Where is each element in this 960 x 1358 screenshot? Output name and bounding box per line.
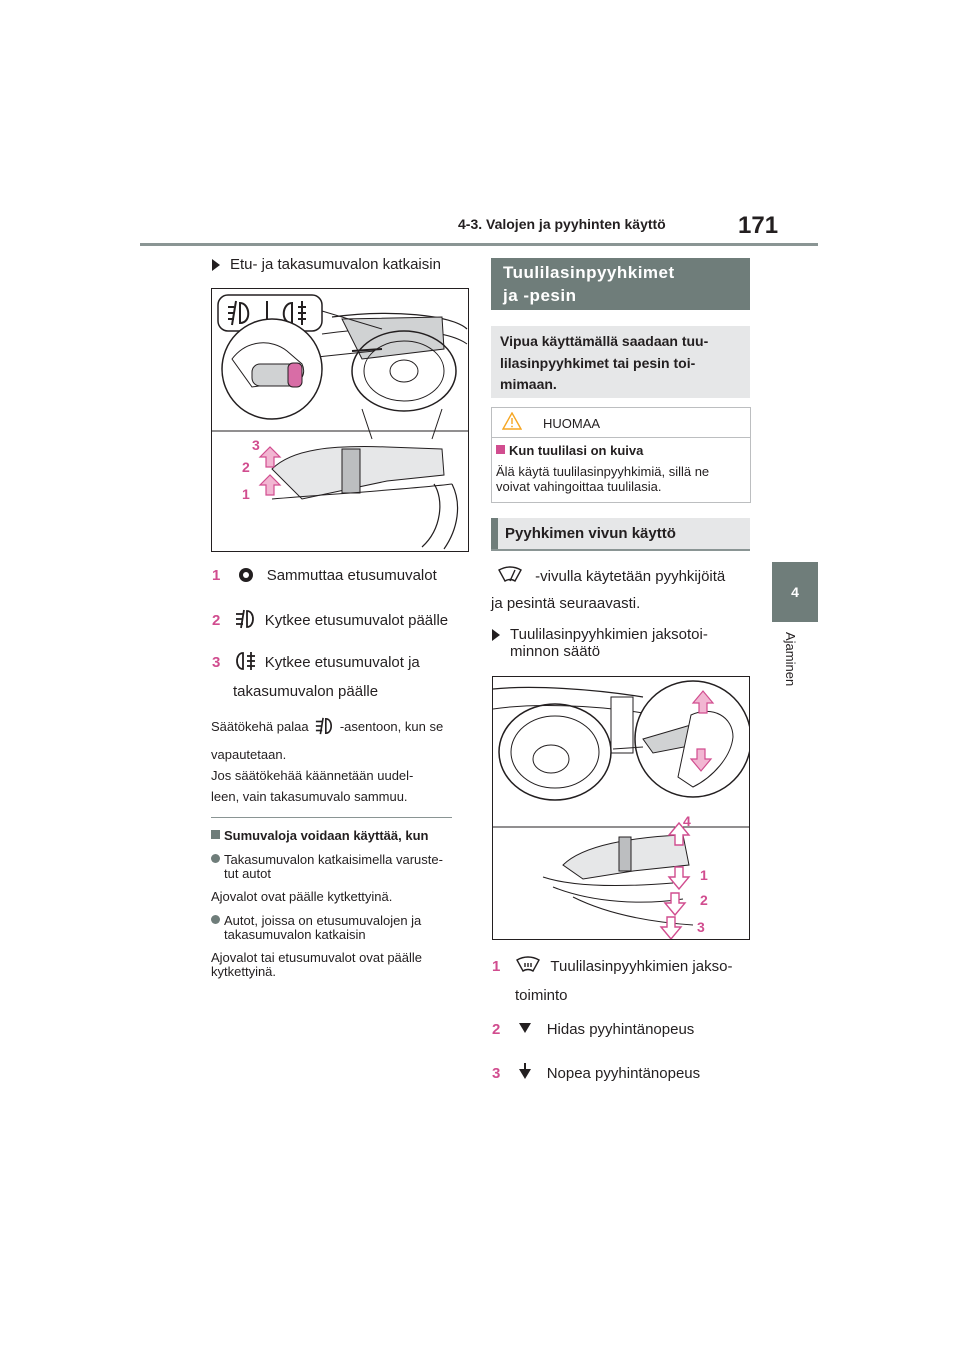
fog-switch-heading: Etu- ja takasumuvalon katkaisin (212, 256, 441, 273)
wiper-lever-illustration (493, 677, 749, 939)
notice-divider (492, 437, 750, 438)
off-icon (239, 568, 253, 582)
divider (211, 817, 452, 818)
note-line-4: leen, vain takasumuvalo sammuu. (211, 789, 408, 804)
fog-usage-body-1: Ajovalot ovat päälle kytkettyinä. (211, 889, 393, 904)
notice-subheading: Kun tuulilasi on kuiva (496, 443, 643, 458)
fig2-label-1: 1 (700, 867, 708, 883)
fig2-label-3: 3 (697, 919, 705, 935)
wiper-lever-figure (492, 676, 750, 940)
wiper-item-3: 3 Nopea pyyhintänopeus (492, 1065, 701, 1082)
wiper-item-1: 1 Tuulilasinpyyhkimien jakso- (492, 955, 732, 975)
section-title: 4-3. Valojen ja pyyhinten käyttö (458, 216, 666, 232)
fog-item-2: 2 Kytkee etusumuvalot päälle (212, 609, 448, 629)
fog-usage-heading: Sumuvaloja voidaan käyttää, kun (211, 828, 428, 843)
triangle-bullet-icon (212, 259, 220, 271)
high-speed-icon (519, 1063, 531, 1081)
notice-title: HUOMAA (543, 416, 601, 431)
fig2-label-4: 4 (683, 813, 691, 829)
fog-item-3-cont: takasumuvalon päälle (233, 683, 379, 700)
wiper-intro-box: Vipua käyttämällä saadaan tuu- lilasinpyyhkimet tai pesin toi- mimaan. (491, 326, 750, 398)
wiper-intermittent-heading: Tuulilasinpyyhkimien jaksotoi- (492, 626, 708, 643)
wiper-para-1: -vivulla käytetään pyyhkijöitä (497, 565, 725, 585)
square-bullet-icon (211, 830, 220, 839)
front-fog-icon-small (313, 717, 335, 735)
fog-usage-bullet-1-cont: tut autot (224, 866, 271, 881)
header-rule (140, 243, 818, 246)
triangle-bullet-icon (492, 629, 500, 641)
wiper-item-2: 2 Hidas pyyhintänopeus (492, 1021, 695, 1038)
fig2-label-2: 2 (700, 892, 708, 908)
low-speed-icon (519, 1023, 531, 1033)
notice-box (491, 407, 751, 503)
circle-bullet-icon (211, 915, 220, 924)
note-line-2: vapautetaan. (211, 747, 287, 762)
fog-usage-body-2: Ajovalot tai etusumuvalot ovat päälle (211, 950, 423, 965)
fig1-label-2: 2 (242, 459, 250, 475)
fog-item-1: 1 Sammuttaa etusumuvalot (212, 567, 437, 584)
wiper-para-2: ja pesintä seuraavasti. (491, 595, 641, 612)
intermittent-wiper-icon (515, 955, 541, 975)
fog-usage-bullet-2-cont: takasumuvalon katkaisin (224, 927, 366, 942)
fog-usage-body-2-cont: kytkettyinä. (211, 964, 277, 979)
square-bullet-icon (496, 445, 505, 454)
page-number: 171 (738, 212, 779, 239)
chapter-label: Ajaminen (783, 632, 798, 687)
front-fog-icon (233, 609, 257, 629)
fog-usage-bullet-2: Autot, joissa on etusumuvalojen ja (211, 913, 421, 928)
warning-icon (502, 412, 522, 430)
chapter-tab[interactable]: 4 (772, 562, 818, 622)
circle-bullet-icon (211, 854, 220, 863)
fig1-label-1: 1 (242, 486, 250, 502)
fog-switch-illustration (212, 289, 468, 551)
rear-fog-icon (233, 651, 257, 671)
fog-switch-figure (211, 288, 469, 552)
fig1-label-3: 3 (252, 437, 260, 453)
notice-text-1: Älä käytä tuulilasinpyyhkimiä, sillä ne (496, 464, 710, 479)
wiper-item-1-cont: toiminto (515, 987, 568, 1004)
wiper-section-title: Tuulilasinpyyhkimet ja -pesin (491, 258, 750, 310)
title-marker (491, 518, 498, 549)
fog-usage-bullet-1: Takasumuvalon katkaisimella varuste- (211, 852, 443, 867)
notice-text-2: voivat vahingoittaa tuulilasia. (496, 479, 662, 494)
wiper-icon (497, 565, 523, 585)
note-line-3: Jos säätökehää käännetään uudel- (211, 768, 414, 783)
note-line-1: Säätökehä palaa -asentoon, kun se (211, 719, 444, 734)
wiper-intermittent-heading-cont: minnon säätö (510, 643, 601, 660)
wiper-lever-title: Pyyhkimen vivun käyttö (491, 518, 750, 551)
fog-item-3: 3 Kytkee etusumuvalot ja (212, 651, 420, 671)
